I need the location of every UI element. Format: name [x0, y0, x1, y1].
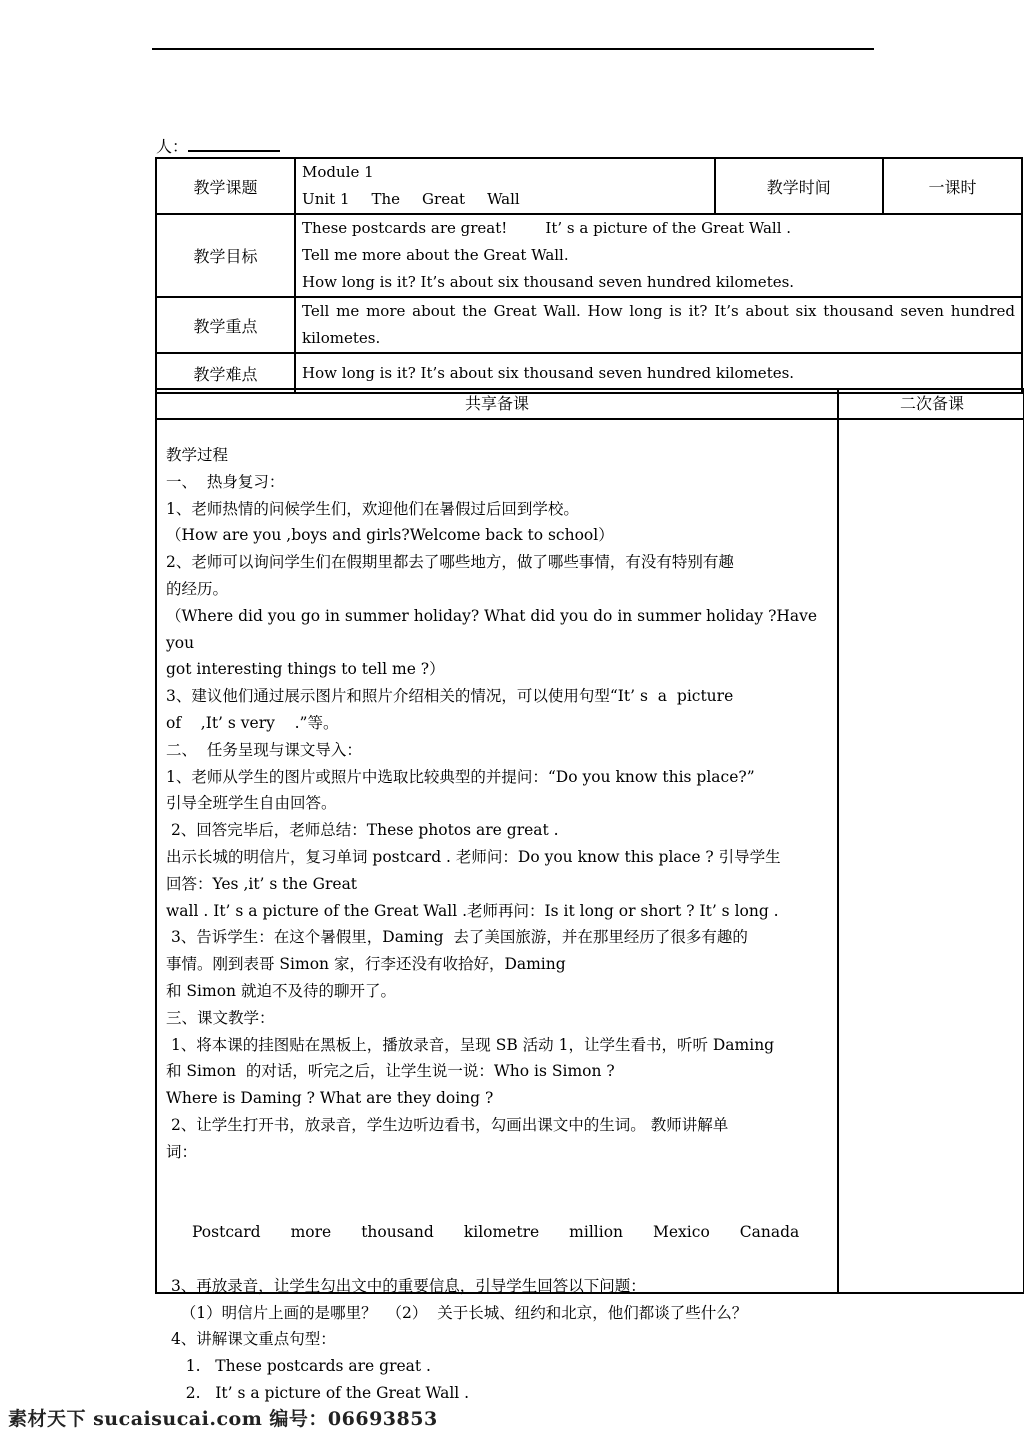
goal-line: These postcards are great! It’ s a picture of the Great Wall . — [302, 219, 792, 237]
goal-value — [295, 214, 1022, 297]
vocab-word: million — [569, 1223, 624, 1242]
process-line: 的经历。 — [166, 579, 229, 598]
process-line: 一、 热身复习： — [166, 472, 285, 491]
unit-word: Great — [422, 190, 466, 208]
key-label: 教学重点 — [156, 297, 295, 353]
goal-line: How long is it? It’s about six thousand seven hundred kilometes. — [302, 273, 795, 291]
topic-label: 教学课题 — [156, 158, 295, 214]
process-line: 1. These postcards are great . — [166, 1357, 431, 1376]
process-line: 2、回答完毕后，老师总结：These photos are great . — [166, 821, 559, 840]
process-line: 1、老师从学生的图片或照片中选取比较典型的并提问：“Do you know this place?” — [166, 767, 755, 786]
teaching-process-text — [166, 442, 832, 1407]
process-lines — [166, 1273, 832, 1407]
section-header-row — [155, 388, 1024, 420]
author-line — [156, 134, 280, 157]
vocab-word: kilometre — [463, 1223, 540, 1242]
goal-label: 教学目标 — [156, 214, 295, 297]
unit-word: Wall — [487, 190, 520, 208]
process-line: （1）明信片上画的是哪里？ （2） 关于长城、纽约和北京，他们都谈了些什么？ — [166, 1303, 748, 1322]
process-line: 事情。刚到表哥 Simon 家，行李还没有收拾好，Daming — [166, 955, 566, 974]
vocab-word: Canada — [739, 1223, 800, 1242]
secondary-prep-header: 二次备课 — [837, 390, 1024, 418]
process-line: 引导全班学生自由回答。 — [166, 794, 337, 813]
process-line: 3、再放录音，让学生勾出文中的重要信息，引导学生回答以下问题： — [166, 1276, 646, 1295]
unit-word: Unit 1 — [302, 190, 350, 208]
difficult-value: How long is it? It’s about six thousand seven hundred kilometes. — [295, 353, 1022, 393]
module-line: Module 1 — [302, 163, 374, 181]
process-line: Where is Daming ? What are they doing ? — [166, 1089, 494, 1108]
vocab-line — [166, 1166, 832, 1273]
process-line: 回答：Yes ,it’ s the Great — [166, 874, 358, 893]
process-line: 2、让学生打开书，放录音，学生边听边看书，勾画出课文中的生词。 教师讲解单 — [166, 1115, 729, 1134]
process-line: 二、 任务呈现与课文导入： — [166, 740, 362, 759]
process-line: wall . It’ s a picture of the Great Wall .老师再问：Is it long or short ? It’ s long . — [166, 901, 779, 920]
process-line: 教学过程 — [166, 446, 229, 464]
vocab-word: Postcard — [192, 1223, 261, 1242]
vocab-word: more — [290, 1223, 332, 1242]
watermark: 素材天下 sucaisucai.com 编号：06693853 — [8, 1408, 438, 1430]
unit-word: The — [371, 190, 401, 208]
process-line: 2. It’ s a picture of the Great Wall . — [166, 1383, 470, 1402]
process-line: 词： — [166, 1142, 198, 1161]
teaching-process-box — [155, 418, 1024, 1402]
goal-line: Tell me more about the Great Wall. — [302, 246, 569, 264]
process-lines — [166, 442, 832, 1166]
column-divider — [837, 418, 839, 1292]
process-line: 1、老师热情的问候学生们，欢迎他们在暑假过后回到学校。 — [166, 499, 579, 518]
process-line: got interesting things to tell me ?） — [166, 660, 445, 679]
key-value: Tell me more about the Great Wall. How long is it? It’s about six thousand seven hundred kilometes. — [295, 297, 1022, 353]
process-line: 三、课文教学： — [166, 1008, 275, 1027]
process-line: 2、老师可以询问学生们在假期里都去了哪些地方，做了哪些事情，有没有特别有趣 — [166, 553, 734, 572]
process-line: 3、告诉学生：在这个暑假里，Daming 去了美国旅游，并在那里经历了很多有趣的 — [166, 928, 748, 947]
process-line: 和 Simon 的对话，听完之后，让学生说一说：Who is Simon ? — [166, 1062, 615, 1081]
unit-line — [302, 186, 708, 213]
process-line: 1、将本课的挂图贴在黑板上，播放录音，呈现 SB 活动 1，让学生看书，听听 Daming — [166, 1035, 775, 1054]
shared-prep-header: 共享备课 — [464, 394, 529, 413]
lesson-meta-table — [155, 157, 1023, 394]
person-label: 人： — [156, 137, 189, 156]
time-label: 教学时间 — [715, 158, 883, 214]
name-blank — [188, 136, 280, 152]
process-line: 3、建议他们通过展示图片和照片介绍相关的情况，可以使用句型“It’ s a picture — [166, 687, 734, 706]
process-line: 4、讲解课文重点句型： — [166, 1330, 336, 1349]
difficult-label: 教学难点 — [156, 353, 295, 393]
process-line: （How are you ,boys and girls?Welcome back to school） — [166, 526, 614, 545]
process-line: of ,It’ s very .”等。 — [166, 713, 339, 732]
process-line: 和 Simon 就迫不及待的聊开了。 — [166, 981, 396, 1000]
process-line: （Where did you go in summer holiday? What did you do in summer holiday ?Have you — [166, 606, 823, 652]
vocab-word: Mexico — [653, 1223, 710, 1242]
header-rule — [152, 48, 874, 50]
time-value: 一课时 — [883, 158, 1022, 214]
vocab-word: thousand — [361, 1223, 434, 1242]
process-line: 出示长城的明信片，复习单词 postcard . 老师问：Do you know this place ? 引导学生 — [166, 847, 781, 866]
topic-value — [295, 158, 715, 214]
